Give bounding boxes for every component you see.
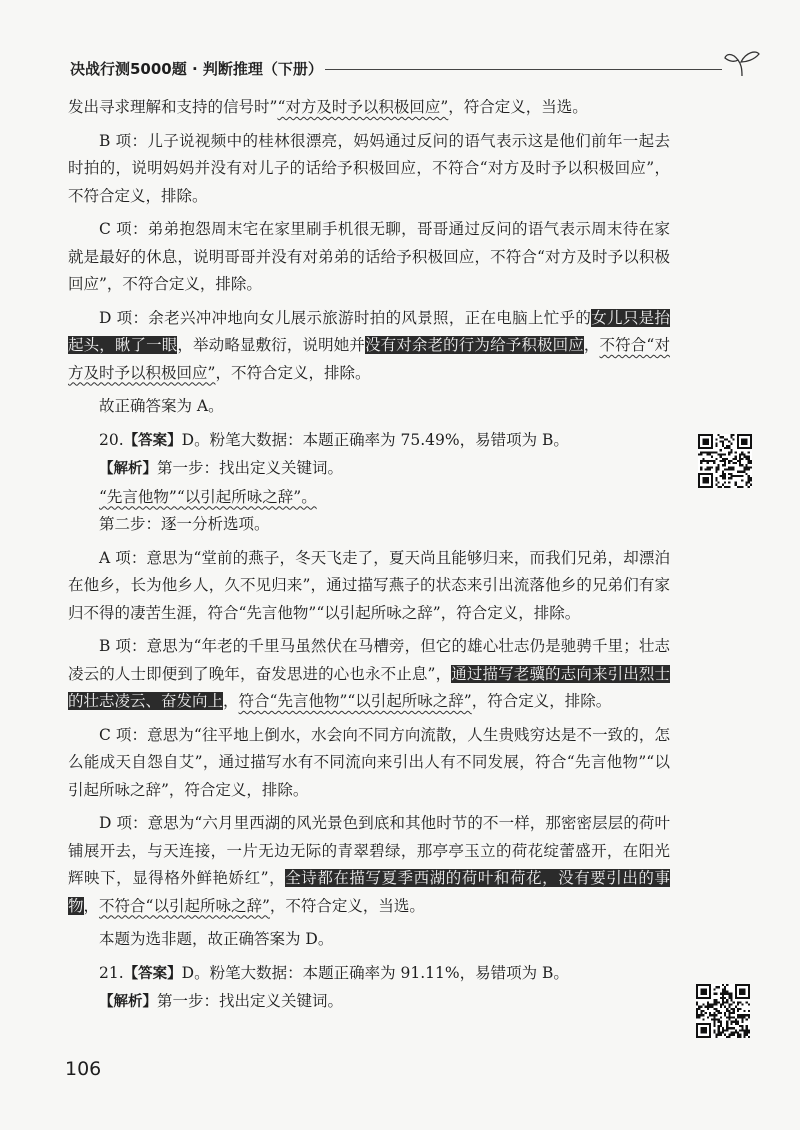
q21-answer: 21.【答案】D。粉笔大数据：本题正确率为 91.11%，易错项为 B。 <box>99 963 569 982</box>
sprout-icon <box>724 48 760 78</box>
q20-analysis: 【解析】第一步：找出定义关键词。 <box>99 459 344 477</box>
q20-option-b: B 项：意思为“年老的千里马虽然伏在马槽旁，但它的雄心壮志仍是驰骋千里；壮志凌云的人士即便到了晚年，奋发思进的心也永不止息”，通过描写老骥的志向来引出烈士的壮志凌云、奋发向上，符合“先言他物”“以引起所咏之辞”，符合定义，排除。 <box>68 637 670 710</box>
wavy-underline: 符合“先言他物”“以引起所咏之辞” <box>238 692 472 710</box>
page-header <box>70 58 760 82</box>
wavy-underline: 不符合“以引起所咏之辞” <box>99 896 270 915</box>
q20-option-d: D 项：意思为“六月里西湖的风光景色到底和其他时节的不一样，那密密层层的荷叶铺展开去，与天连接，一片无边无际的青翠碧绿，那亭亭玉立的荷花绽蕾盛开，在阳光辉映下，显得格外鲜艳娇红”，全诗都在描写夏季西湖的荷叶和荷花，没有要引出的事物，不符合“以引起所咏之辞”，不符合定义，当选。 <box>68 814 670 915</box>
para-option-a-end: 发出寻求理解和支持的信号时”“对方及时予以积极回应”，符合定义，当选。 <box>68 98 588 116</box>
highlight: 没有对余老的行为给予积极回应 <box>365 336 584 354</box>
page-number: 106 <box>65 1058 102 1080</box>
highlight: 女儿只是抬起头，瞅了一眼 <box>68 308 670 354</box>
q20-keywords: “先言他物”“以引起所咏之辞”。 <box>99 487 317 506</box>
qr-code-icon[interactable] <box>696 984 750 1038</box>
para-option-b: B 项：儿子说视频中的桂林很漂亮，妈妈通过反问的语气表示这是他们前年一起去时拍的，说明妈妈并没有对儿子的话给予积极回应，不符合“对方及时予以积极回应”，不符合定义，排除。 <box>68 131 670 205</box>
q21-analysis: 【解析】第一步：找出定义关键词。 <box>99 992 344 1010</box>
q20-answer: 20.【答案】D。粉笔大数据：本题正确率为 75.49%，易错项为 B。 <box>99 430 569 449</box>
para-option-d: D 项：余老兴冲冲地向女儿展示旅游时拍的风景照，正在电脑上忙乎的女儿只是抬起头，瞅了一眼，举动略显敷衍，说明她并没有对余老的行为给予积极回应，不符合“对方及时予以积极回应”，不符合定义，排除。 <box>68 308 670 382</box>
header-rule <box>325 69 722 70</box>
qr-code-icon[interactable] <box>698 434 752 488</box>
wavy-underline: 不符合“对方及时予以积极回应” <box>68 336 670 382</box>
para-option-c: C 项：弟弟抱怨周末宅在家里刷手机很无聊，哥哥通过反问的语气表示周末待在家就是最好的休息，说明哥哥并没有对弟弟的话给予积极回应，不符合“对方及时予以积极回应”，不符合定义，排除。 <box>68 220 670 293</box>
q20-option-c: C 项：意思为“往平地上倒水，水会向不同方向流散，人生贵贱穷达是不一致的，怎么能成天自怨自艾”，通过描写水有不同流向来引出人有不同发展，符合“先言他物”“以引起所咏之辞”，符合定义，排除。 <box>68 725 670 799</box>
answer-line: 故正确答案为 A。 <box>99 397 224 415</box>
page-content <box>68 94 670 1017</box>
highlight: 全诗都在描写夏季西湖的荷叶和荷花，没有要引出的事物 <box>68 869 670 915</box>
q20-conclusion: 本题为选非题，故正确答案为 D。 <box>99 930 334 948</box>
q20-option-a: A 项：意思为“堂前的燕子，冬天飞走了，夏天尚且能够归来，而我们兄弟，却漂泊在他乡，长为他乡人，久不见归来”，通过描写燕子的状态来引出流落他乡的兄弟们有家归不得的凄苦生涯，符合“先言他物”“以引起所咏之辞”，符合定义，排除。 <box>68 548 670 622</box>
q20-step2: 第二步：逐一分析选项。 <box>99 515 270 533</box>
book-title: 决战行测5000题 · 判断推理（下册） <box>70 60 323 78</box>
highlight: 通过描写老骥的志向来引出烈士的壮志凌云、奋发向上 <box>68 664 670 710</box>
